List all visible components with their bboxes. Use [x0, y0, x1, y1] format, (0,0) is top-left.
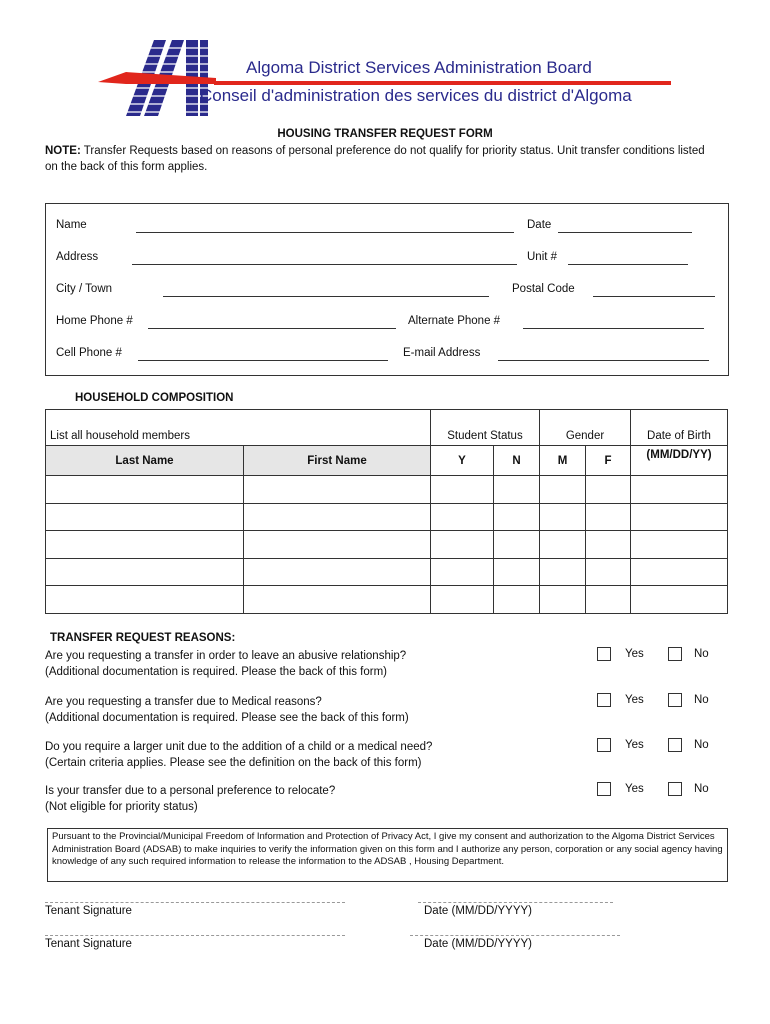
city-field[interactable] [163, 285, 489, 297]
household-table [45, 409, 728, 614]
gender-m-cell[interactable] [540, 586, 586, 614]
student-no-cell[interactable] [494, 586, 540, 614]
header-divider [214, 81, 671, 85]
dob-cell[interactable] [631, 503, 728, 531]
email-label: E-mail Address [403, 347, 481, 359]
tenant-signature-line-1[interactable] [45, 902, 345, 903]
student-no-cell[interactable] [494, 503, 540, 531]
gender-female-header: F [586, 446, 631, 476]
form-title: HOUSING TRANSFER REQUEST FORM [277, 128, 493, 140]
unit-field[interactable] [568, 253, 688, 265]
gender-m-cell[interactable] [540, 558, 586, 586]
q3-no-label: No [694, 739, 709, 751]
reason-question-3 [45, 739, 432, 771]
reason-question-4 [45, 783, 335, 815]
home-phone-field[interactable] [148, 317, 396, 329]
home-phone-label: Home Phone # [56, 315, 133, 327]
first-name-cell[interactable] [244, 503, 431, 531]
question-note: (Not eligible for priority status) [45, 801, 198, 813]
name-label: Name [56, 219, 87, 231]
adsab-logo [96, 38, 216, 118]
alternate-phone-label: Alternate Phone # [408, 315, 501, 327]
gender-m-cell[interactable] [540, 503, 586, 531]
last-name-header: Last Name [46, 446, 244, 476]
name-field[interactable] [136, 221, 514, 233]
student-status-header: Student Status [431, 410, 540, 446]
question-text: Are you requesting a transfer due to Medical reasons? [45, 696, 322, 708]
postal-code-label: Postal Code [512, 283, 575, 295]
cell-phone-field[interactable] [138, 349, 388, 361]
tenant-signature-label-2: Tenant Signature [45, 938, 132, 950]
q3-yes-checkbox[interactable] [597, 738, 611, 752]
student-yes-cell[interactable] [431, 531, 494, 559]
question-text: Are you requesting a transfer in order to leave an abusive relationship? [45, 650, 407, 662]
table-row [46, 503, 728, 531]
gender-f-cell[interactable] [586, 503, 631, 531]
student-no-cell[interactable] [494, 558, 540, 586]
last-name-cell[interactable] [46, 503, 244, 531]
gender-f-cell[interactable] [586, 558, 631, 586]
tenant-signature-label-1: Tenant Signature [45, 905, 132, 917]
gender-f-cell[interactable] [586, 586, 631, 614]
first-name-cell[interactable] [244, 476, 431, 504]
alternate-phone-field[interactable] [523, 317, 704, 329]
q3-yes-label: Yes [625, 739, 644, 751]
org-name-french: Conseil d'administration des services du district d'Algoma [200, 86, 632, 105]
date-signature-line-2[interactable] [410, 935, 620, 936]
q2-yes-label: Yes [625, 694, 644, 706]
student-yes-cell[interactable] [431, 503, 494, 531]
table-row [46, 558, 728, 586]
cell-phone-label: Cell Phone # [56, 347, 122, 359]
reasons-title: TRANSFER REQUEST REASONS: [50, 632, 236, 644]
q4-no-label: No [694, 783, 709, 795]
gender-m-cell[interactable] [540, 531, 586, 559]
student-yes-header: Y [431, 446, 494, 476]
q4-yes-label: Yes [625, 783, 644, 795]
date-signature-label-2: Date (MM/DD/YYYY) [424, 938, 532, 950]
question-text: Is your transfer due to a personal preference to relocate? [45, 785, 336, 797]
table-row [46, 476, 728, 504]
dob-format-header: (MM/DD/YY) [631, 446, 728, 476]
date-signature-label-1: Date (MM/DD/YYYY) [424, 905, 532, 917]
first-name-cell[interactable] [244, 558, 431, 586]
city-label: City / Town [56, 283, 113, 295]
last-name-cell[interactable] [46, 531, 244, 559]
q4-no-checkbox[interactable] [668, 782, 682, 796]
dob-cell[interactable] [631, 558, 728, 586]
address-label: Address [56, 251, 99, 263]
dob-header: Date of Birth [631, 410, 728, 446]
unit-label: Unit # [527, 251, 558, 263]
address-field[interactable] [132, 253, 517, 265]
first-name-header: First Name [244, 446, 431, 476]
student-no-header: N [494, 446, 540, 476]
reason-question-1 [45, 648, 406, 680]
q1-no-checkbox[interactable] [668, 647, 682, 661]
q1-yes-checkbox[interactable] [597, 647, 611, 661]
q2-no-label: No [694, 694, 709, 706]
postal-code-field[interactable] [593, 285, 715, 297]
form-note [45, 143, 705, 175]
last-name-cell[interactable] [46, 586, 244, 614]
student-yes-cell[interactable] [431, 586, 494, 614]
gender-f-cell[interactable] [586, 531, 631, 559]
tenant-signature-line-2[interactable] [45, 935, 345, 936]
consent-statement: Pursuant to the Provincial/Municipal Freedom of Information and Protection of Privacy Act, I give my consent and authorization to the Algoma District Services Administration Board (ADSAB) to make inquiries to verify the information given on this form and I authorize any person, corporation or any social agency having knowledge of any such required information to release the information to the ADSAB , Housing Department. [47, 828, 728, 882]
date-label: Date [527, 219, 552, 231]
q1-no-label: No [694, 648, 709, 660]
student-yes-cell[interactable] [431, 476, 494, 504]
question-note: (Additional documentation is required. Please see the back of this form) [45, 712, 409, 724]
list-members-label: List all household members [46, 410, 431, 446]
dob-cell[interactable] [631, 531, 728, 559]
note-text: Transfer Requests based on reasons of personal preference do not qualify for priority status. Unit transfer conditions listed on the back of this form applies. [45, 145, 705, 173]
date-field[interactable] [558, 221, 692, 233]
household-title: HOUSEHOLD COMPOSITION [75, 392, 234, 404]
note-label: NOTE: [45, 145, 81, 157]
reason-question-2 [45, 694, 409, 726]
org-name-english: Algoma District Services Administration Board [246, 58, 592, 77]
last-name-cell[interactable] [46, 558, 244, 586]
gender-m-cell[interactable] [540, 476, 586, 504]
q2-no-checkbox[interactable] [668, 693, 682, 707]
last-name-cell[interactable] [46, 476, 244, 504]
gender-f-cell[interactable] [586, 476, 631, 504]
table-row [46, 531, 728, 559]
first-name-cell[interactable] [244, 586, 431, 614]
email-field[interactable] [498, 349, 709, 361]
first-name-cell[interactable] [244, 531, 431, 559]
dob-cell[interactable] [631, 476, 728, 504]
question-note: (Certain criteria applies. Please see the definition on the back of this form) [45, 757, 422, 769]
table-row [46, 586, 728, 614]
student-no-cell[interactable] [494, 531, 540, 559]
q1-yes-label: Yes [625, 648, 644, 660]
q2-yes-checkbox[interactable] [597, 693, 611, 707]
q3-no-checkbox[interactable] [668, 738, 682, 752]
q4-yes-checkbox[interactable] [597, 782, 611, 796]
dob-cell[interactable] [631, 586, 728, 614]
gender-male-header: M [540, 446, 586, 476]
student-no-cell[interactable] [494, 476, 540, 504]
gender-header: Gender [540, 410, 631, 446]
student-yes-cell[interactable] [431, 558, 494, 586]
question-text: Do you require a larger unit due to the addition of a child or a medical need? [45, 741, 433, 753]
question-note: (Additional documentation is required. Please the back of this form) [45, 666, 387, 678]
date-signature-line-1[interactable] [418, 902, 613, 903]
